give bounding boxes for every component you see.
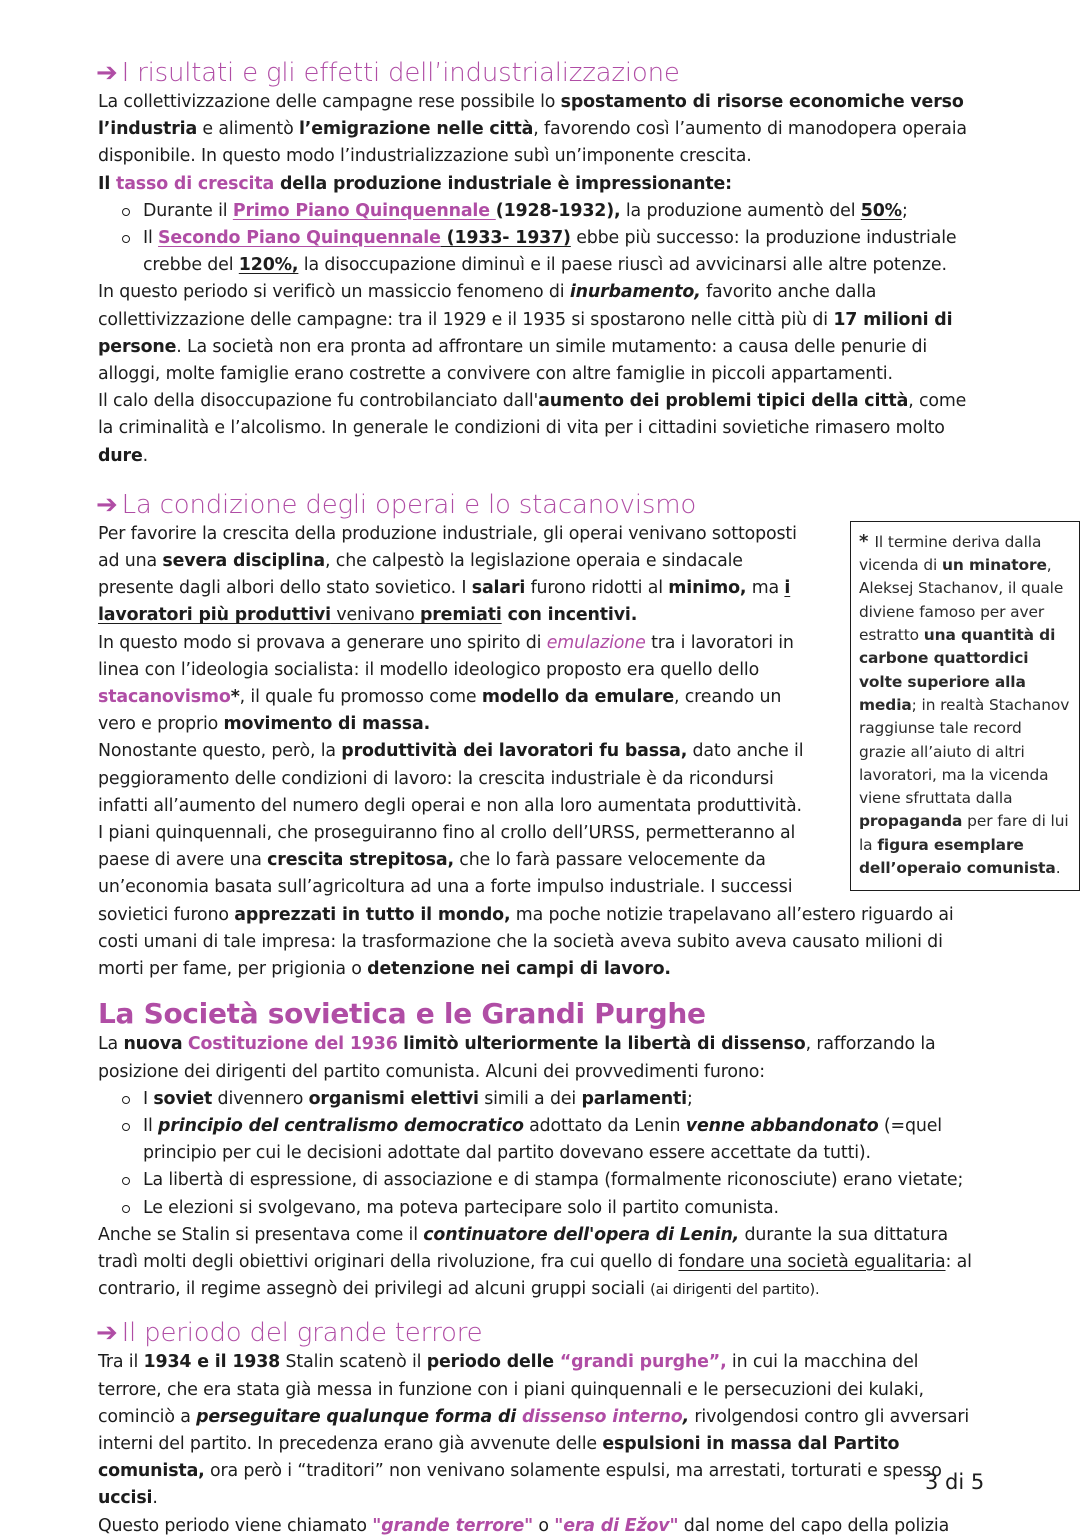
text-run: tasso di crescita (116, 173, 275, 194)
text-run: o (533, 1515, 555, 1536)
text-run: Questo periodo viene chiamato (98, 1515, 373, 1536)
text-run: Le elezioni si svolgevano, ma poteva partecipare solo il partito comunista. (143, 1197, 779, 1218)
text-run: Secondo Piano Quinquennale (158, 228, 441, 249)
text-run: ; in realtà Stachanov raggiunse tale record grazie all’aiuto di altri lavoratori, ma la vicenda viene sfruttata dalla (859, 695, 1070, 808)
text-run: La libertà di espressione, di associazione e di stampa (formalmente riconosciute) erano vietate; (143, 1170, 964, 1191)
text-run: . (152, 1488, 158, 1509)
text-run: Il (143, 228, 159, 249)
text-run: periodo delle (426, 1352, 560, 1373)
text-run: * (230, 687, 240, 708)
text-run: ; (901, 200, 908, 221)
paragraph (98, 1349, 983, 1512)
heading-workers-stakhanovism: ➔ La condizione degli operai e lo stacanovismo (96, 489, 697, 520)
paragraph (98, 1222, 983, 1305)
text-run: spostamento di risorse economiche verso l’industria (98, 92, 964, 140)
text-run: movimento di massa. (223, 714, 431, 735)
bullet-list (98, 198, 983, 280)
text-run: la disoccupazione diminuì e il paese riuscì ad avvicinarsi alle altre potenze. (298, 255, 947, 276)
text-run: che lo farà passare velocemente da un’economia basata sull’agricoltura ad una a forte impulso industriale. I successi sovietici furono (98, 850, 793, 925)
text-run: " (524, 1515, 534, 1536)
text-run: Il termine deriva dalla vicenda di (859, 532, 1042, 575)
text-run: Costituzione del 1936 (187, 1034, 398, 1055)
text-run: organismi elettivi (308, 1088, 479, 1109)
list-item (98, 1167, 983, 1194)
section-workers-stakhanovism (96, 489, 1070, 983)
text-run: durante la sua dittatura tradì molti degli obiettivi originari della rivoluzione, fra cui quello di (98, 1224, 948, 1272)
paragraph (98, 1513, 983, 1540)
text-run: stacanovismo (98, 687, 231, 708)
text-run: in cui la macchina del terrore, che era stata già messa in funzione con i piani quinquennali e le persecuzioni dei kulaki, cominciò a (98, 1352, 924, 1427)
text-run: (=quel principio per cui le decisioni adottate dal partito dovevano essere accettate da tutti). (143, 1115, 942, 1164)
text-run: i lavoratori più produttivi (98, 578, 791, 626)
text-run: inurbamento, (569, 282, 701, 303)
text-run: propaganda (859, 812, 963, 831)
text-run: limitò ulteriormente la libertà di dissenso (403, 1034, 806, 1055)
text-run: dissenso interno (521, 1406, 683, 1427)
text-run: Nonostante questo, però, la (98, 741, 342, 762)
footnote-box (850, 521, 1080, 891)
text-run: fondare una società egualitaria (678, 1251, 946, 1272)
text-run: dure (98, 445, 143, 466)
text-run: 120%, (238, 255, 299, 276)
text-run: Anche se Stalin si presentava come il (98, 1224, 424, 1245)
text-run: continuatore dell'opera di Lenin, (423, 1224, 740, 1245)
text-run: adottato da Lenin (523, 1115, 686, 1136)
arrow-icon: ➔ (96, 1318, 118, 1349)
paragraph (98, 1031, 983, 1085)
text-run: In questo periodo si verificò un massiccio fenomeno di (98, 282, 570, 303)
text-run: . (1055, 859, 1061, 877)
text-run: La collettivizzazione delle campagne rese possibile lo (98, 92, 561, 112)
text-run: ; (686, 1088, 693, 1109)
bullet-list (98, 1086, 983, 1222)
text-run: uccisi (98, 1488, 153, 1509)
text-run: produttività dei lavoratori fu bassa, (341, 741, 688, 762)
text-run: : al contrario, il regime assegnò dei privilegi ad alcuni gruppi sociali (98, 1251, 972, 1300)
text-run: un minatore (942, 556, 1047, 575)
text-run: Primo Piano Quinquennale (232, 200, 496, 221)
text-run: soviet (153, 1088, 213, 1109)
text-run: perseguitare qualunque forma di (196, 1406, 522, 1427)
text-run: crescita strepitosa, (267, 850, 454, 871)
text-run: la produzione aumentò del (620, 200, 861, 221)
text-run: In questo modo si provava a generare uno spirito di (98, 632, 547, 653)
text-run: emulazione (546, 632, 646, 653)
text-run: 17 milioni di persone (98, 309, 953, 357)
text-run: divennero (212, 1088, 309, 1109)
text-run: * (859, 530, 875, 552)
text-run: tra i lavoratori in linea con l’ideologia socialista: il modello ideologico proposto era quello dello (98, 632, 794, 680)
text-run: ma (746, 578, 785, 599)
list-item (98, 198, 983, 225)
text-run: premiati (419, 605, 502, 626)
text-run: figura esemplare dell’operaio comunista (859, 835, 1056, 877)
text-run: Il (98, 173, 117, 194)
heading-great-terror: ➔ Il periodo del grande terrore (96, 1318, 483, 1349)
text-run: Il calo della disoccupazione fu controbilanciato dall' (98, 391, 539, 412)
page-number: 3 di 5 (925, 1470, 985, 1494)
text-run: per fare di lui la (859, 812, 1069, 854)
list-item (98, 1195, 983, 1222)
footnote-text (859, 530, 1071, 880)
text-run: era di Ežov (563, 1515, 670, 1536)
text-run: (1933- 1937) (440, 228, 571, 249)
text-run: favorito anche dalla collettivizzazione delle campagne: tra il 1929 e il 1935 si spostarono nelle città più di (98, 282, 877, 330)
text-run: apprezzati in tutto il mondo, (234, 904, 511, 925)
text-run: ora però i “traditori” non venivano solamente espulsi, ma arrestati, torturati e spesso (204, 1461, 942, 1482)
text-run: salari (471, 578, 526, 599)
paragraph (98, 388, 983, 470)
text-run: Per favorire la crescita della produzione industriale, gli operai venivano sottoposti ad una (98, 523, 797, 572)
text-run: minimo, (668, 578, 747, 599)
text-run: dato anche il peggioramento delle condizioni di lavoro: la crescita industriale è da ricondursi infatti all’aumento del numero degli operai e non alla loro aumentata produttività. (98, 741, 804, 816)
text-run: Stalin scatenò il (280, 1352, 427, 1373)
text-run: I (143, 1088, 154, 1109)
section-great-terror (98, 1318, 983, 1539)
text-run: , (682, 1406, 690, 1427)
section-soviet-society (98, 997, 983, 1304)
text-run: una quantità di carbone quattordici volte superiore alla media (859, 626, 1056, 714)
section-industrialization-results (98, 58, 983, 470)
text-run: rivolgendosi contro gli avversari interni del partito. In precedenza erano già avvenute delle (98, 1406, 970, 1454)
text-run: grande terrore (381, 1515, 525, 1536)
text-run: venivano (330, 605, 420, 626)
text-run: , creando un vero e proprio (98, 687, 782, 735)
list-item (98, 1113, 983, 1167)
paragraph (98, 89, 983, 171)
text-run: , rafforzando la posizione dei dirigenti del partito comunista. Alcuni dei provvedimenti furono: (98, 1034, 936, 1082)
text-run: della produzione industriale è impressionante: (274, 173, 732, 194)
text-run: Il (143, 1115, 159, 1136)
arrow-icon: ➔ (96, 489, 118, 520)
text-run: ma poche notizie trapelavano all’estero riguardo ai costi umani di tale impresa: la trasformazione che la società aveva subito aveva causato milioni di morti per fame, per prigionia o (98, 904, 954, 980)
text-run: , come la criminalità e l’alcolismo. In generale le condizioni di vita per i cittadini sovietiche rimasero molto (98, 391, 967, 439)
text-run: l’emigrazione nelle città (298, 119, 534, 140)
text-run: espulsioni in massa dal Partito comunista, (98, 1433, 900, 1482)
text-run: " (554, 1515, 564, 1536)
text-run: aumento dei problemi tipici della città (538, 391, 909, 412)
text-run: principio del centralismo democratico (158, 1115, 524, 1136)
text-run: simili a dei (478, 1088, 582, 1109)
text-run: severa disciplina (162, 551, 326, 572)
text-run: e alimentò (197, 119, 299, 140)
text-run: 50% (860, 200, 902, 221)
text-run: (ai dirigenti del partito). (650, 1282, 820, 1299)
text-run: modello da emulare (481, 687, 674, 708)
text-run: nuova (123, 1034, 183, 1055)
text-run: detenzione nei campi di lavoro. (367, 959, 671, 980)
text-run: (1928-1932), (495, 200, 621, 221)
text-run: ebbe più successo: la produzione industriale crebbe del (143, 228, 957, 276)
text-run: " (669, 1515, 679, 1536)
text-run: 1934 e il 1938 (143, 1352, 281, 1373)
text-run: Durante il (143, 200, 233, 221)
text-run: " (372, 1515, 382, 1536)
text-run: . La società non era pronta ad affrontare un simile mutamento: a causa delle penurie di alloggi, molte famiglie erano costrette a convivere con altre famiglie in piccoli appartamenti. (98, 336, 928, 385)
text-run: La (98, 1034, 124, 1055)
text-run: parlamenti (581, 1088, 687, 1109)
document-page (96, 58, 1070, 1540)
list-item (98, 225, 983, 279)
text-run: , Aleksej Stachanov, il quale diviene famoso per aver estratto (859, 556, 1064, 645)
text-run: dal nome del capo della polizia (678, 1515, 950, 1536)
arrow-icon: ➔ (96, 58, 118, 88)
text-run: , che calpestò la legislazione operaia e sindacale presente dagli albori dello stato sovietico. I (98, 551, 743, 599)
heading-industrialization-results: ➔ I risultati e gli effetti dell’industrializzazione (96, 58, 680, 88)
heading-soviet-society: La Società sovietica e le Grandi Purghe (98, 997, 706, 1031)
text-run: Tra il (98, 1352, 144, 1373)
text-run: , favorendo così l’aumento di manodopera operaia disponibile. In questo modo l’industrializzazione subì un’imponente crescita. (98, 119, 967, 167)
paragraph (98, 171, 983, 198)
text-run: furono ridotti al (525, 578, 669, 599)
text-run: I piani quinquennali, che proseguiranno fino al crollo dell’URSS, permetteranno al paese di avere una (98, 823, 796, 871)
text-run: “grandi purghe”, (559, 1352, 727, 1373)
text-run: con incentivi. (501, 605, 638, 626)
list-item (98, 1086, 983, 1113)
text-run: , il quale fu promosso come (239, 687, 482, 708)
text-run: venne abbandonato (685, 1115, 879, 1136)
text-run: . (142, 445, 148, 466)
paragraph (98, 279, 983, 388)
